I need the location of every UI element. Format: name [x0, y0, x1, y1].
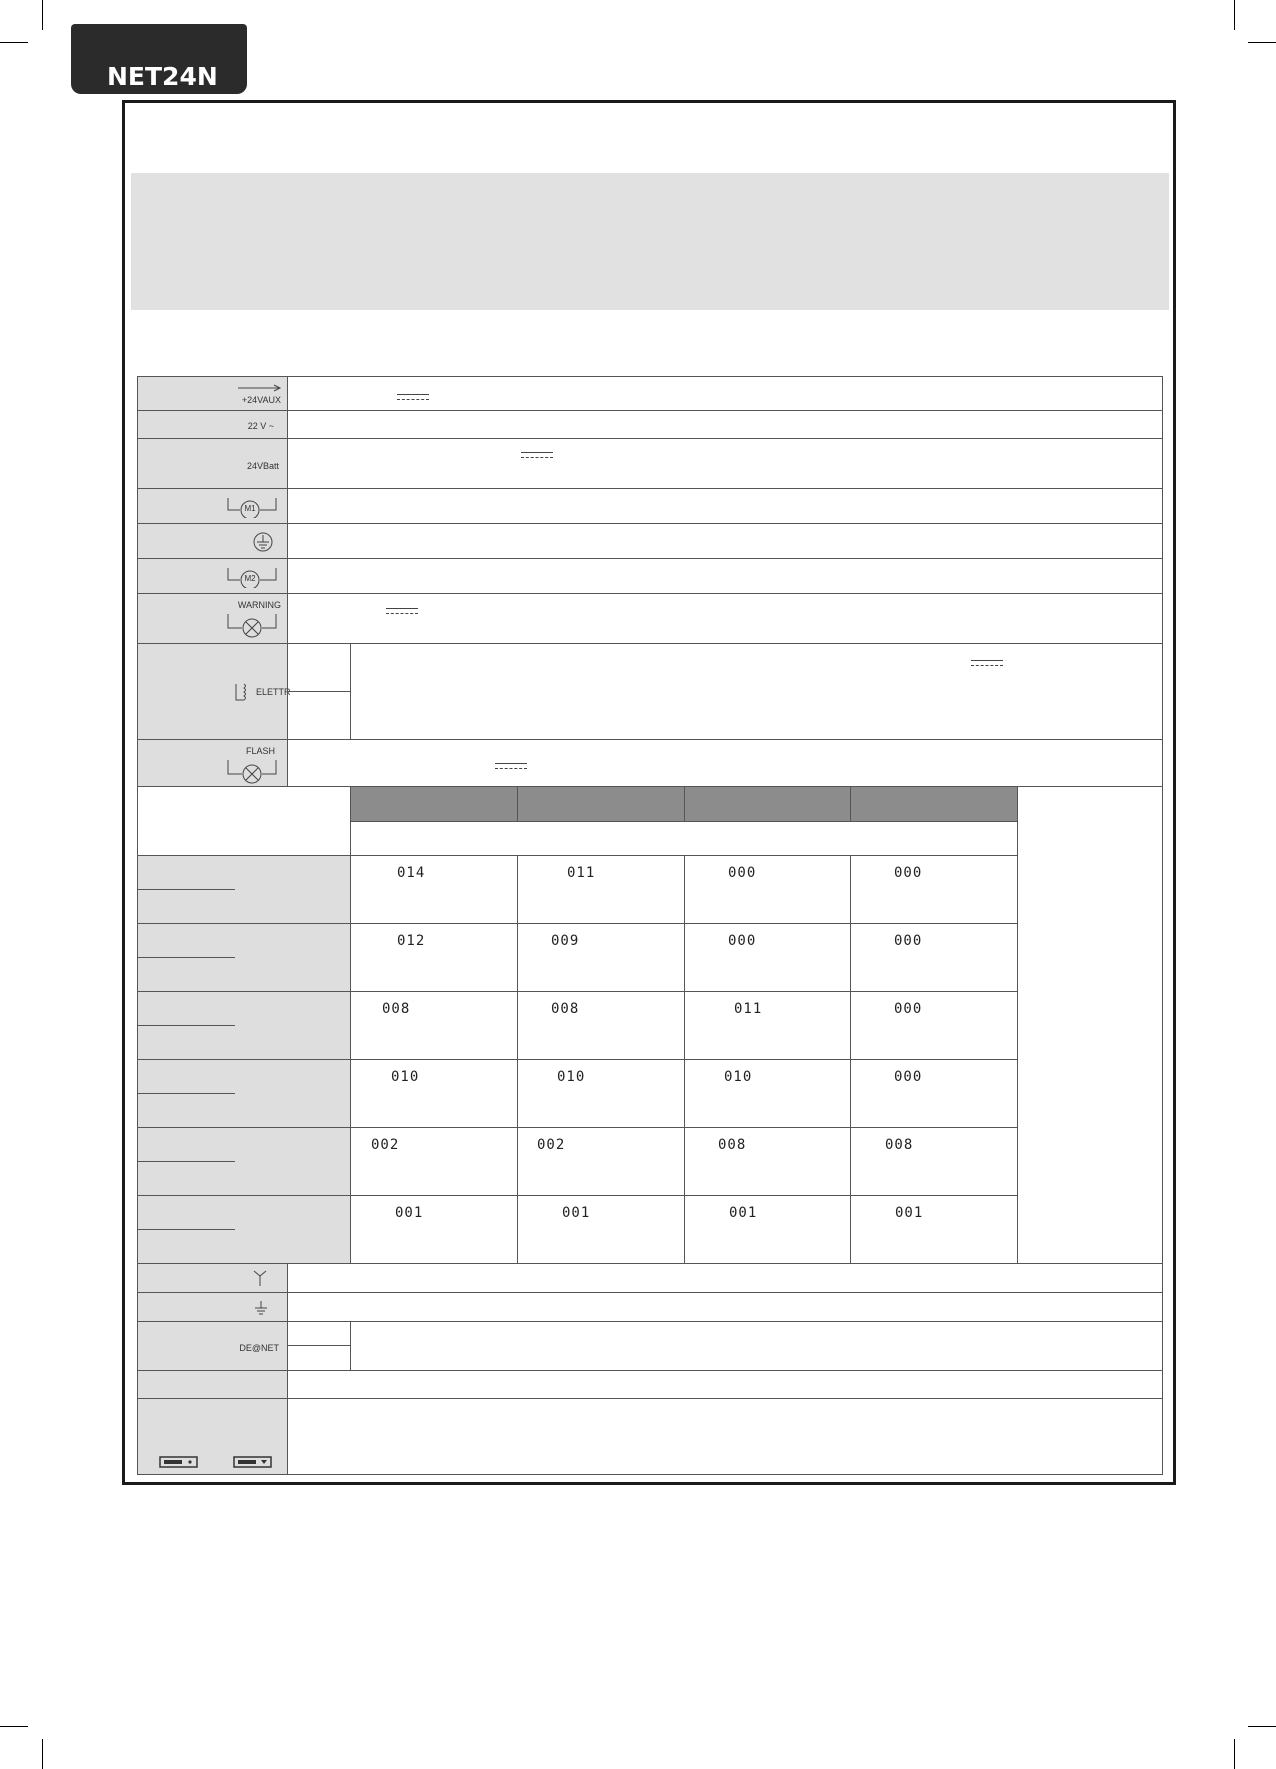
lcd-value: 011	[734, 1001, 763, 1017]
terminal-desc-warning	[287, 593, 1163, 644]
terminal-desc-batt	[287, 438, 1163, 489]
crop-mark	[1234, 0, 1235, 30]
ground-icon	[254, 1300, 268, 1316]
crop-mark	[42, 1739, 43, 1769]
arrow-right-icon	[238, 383, 283, 393]
table-row-label	[137, 923, 351, 992]
lcd-value: 001	[395, 1205, 424, 1221]
lcd-value: 010	[391, 1069, 420, 1085]
terminal-label-m1	[137, 488, 288, 524]
table-cell	[684, 1059, 851, 1128]
earth-ground-icon	[252, 531, 274, 553]
lcd-value: 000	[894, 1069, 923, 1085]
terminal-subcell-lock-b	[287, 691, 351, 740]
table-cell	[850, 855, 1018, 924]
terminal-label-batt	[137, 438, 288, 489]
mains-label: 22 V ~	[247, 421, 274, 431]
lcd-value: 002	[537, 1137, 566, 1153]
table-cell	[517, 1127, 685, 1196]
table-cell	[350, 1195, 518, 1264]
terminal-label-connectors	[137, 1398, 288, 1475]
table-cell	[350, 1127, 518, 1196]
underline	[138, 1229, 235, 1230]
table-row-label	[137, 855, 351, 924]
table-cell	[350, 923, 518, 992]
terminal-label-ground	[137, 1292, 288, 1322]
model-label: NET24N	[107, 62, 218, 91]
table-header-cell	[684, 786, 851, 822]
underline	[138, 1025, 235, 1026]
terminal-label-flash	[137, 739, 288, 787]
motor1-label: M1	[244, 504, 256, 513]
table-row-label	[137, 1195, 351, 1264]
lcd-value: 008	[382, 1001, 411, 1017]
lamp-icon	[226, 612, 281, 638]
lcd-value: 000	[894, 1001, 923, 1017]
terminal-subcell-lock-a	[287, 643, 351, 692]
table-cell	[850, 991, 1018, 1060]
terminal-label-mains	[137, 410, 288, 439]
lcd-value: 001	[895, 1205, 924, 1221]
table-cell	[684, 855, 851, 924]
lcd-value: 012	[397, 933, 426, 949]
crop-mark	[0, 1726, 28, 1727]
underline	[138, 1093, 235, 1094]
table-row-label	[137, 1127, 351, 1196]
table-cell	[850, 1127, 1018, 1196]
batt-label: 24VBatt	[246, 461, 279, 471]
terminal-subcell-denet-a	[287, 1321, 351, 1346]
dc-symbol-icon	[386, 608, 418, 614]
table-cell	[350, 1059, 518, 1128]
terminal-subcell-denet-b	[287, 1345, 351, 1371]
connector-icon	[159, 1455, 199, 1469]
antenna-icon	[252, 1270, 268, 1288]
lcd-value: 001	[729, 1205, 758, 1221]
lcd-value: 011	[567, 865, 596, 881]
terminal-desc-aux	[287, 376, 1163, 411]
lamp-icon	[226, 758, 281, 784]
table-cell	[350, 855, 518, 924]
table-row-label	[137, 1059, 351, 1128]
table-header-cell	[850, 786, 1018, 822]
table-header-cell	[517, 786, 685, 822]
terminal-desc-lock	[350, 643, 1163, 740]
crop-mark	[42, 0, 43, 30]
table-cell	[684, 991, 851, 1060]
model-tab	[71, 24, 247, 94]
lcd-value: 008	[551, 1001, 580, 1017]
title-banner	[131, 173, 1169, 310]
terminal-label-warning	[137, 593, 288, 644]
dc-symbol-icon	[971, 660, 1003, 666]
table-cell	[517, 1195, 685, 1264]
table-cell	[350, 991, 518, 1060]
table-cell	[517, 991, 685, 1060]
crop-mark	[0, 42, 28, 43]
table-row-label	[137, 991, 351, 1060]
terminal-desc-m1	[287, 488, 1163, 524]
table-cell	[684, 923, 851, 992]
underline	[138, 957, 235, 958]
table-side-column	[1017, 786, 1163, 1264]
terminal-label-aux	[137, 376, 288, 411]
lcd-value: 002	[371, 1137, 400, 1153]
underline	[138, 1161, 235, 1162]
table-corner	[137, 786, 351, 856]
lcd-value: 009	[551, 933, 580, 949]
terminal-label-blank	[137, 1370, 288, 1399]
lcd-value: 010	[724, 1069, 753, 1085]
terminal-label-earth	[137, 523, 288, 559]
table-subheader	[350, 821, 1018, 856]
denet-label: DE@NET	[239, 1343, 279, 1353]
crop-mark	[1248, 42, 1276, 43]
lcd-value: 000	[728, 933, 757, 949]
warning-label: WARNING	[237, 600, 281, 610]
crop-mark	[1248, 1726, 1276, 1727]
table-cell	[517, 1059, 685, 1128]
lcd-value: 000	[894, 865, 923, 881]
lcd-value: 000	[728, 865, 757, 881]
terminal-desc-ground	[287, 1292, 1163, 1322]
crop-mark	[1234, 1739, 1235, 1769]
terminal-desc-earth	[287, 523, 1163, 559]
dc-symbol-icon	[521, 452, 553, 458]
table-cell	[850, 923, 1018, 992]
table-cell	[850, 1059, 1018, 1128]
lock-label: ELETTR	[256, 687, 291, 697]
terminal-desc-connectors	[287, 1398, 1163, 1475]
lock-icon	[234, 682, 248, 704]
terminal-desc-flash	[287, 739, 1163, 787]
motor2-label: M2	[244, 574, 256, 583]
lcd-value: 008	[885, 1137, 914, 1153]
table-cell	[517, 923, 685, 992]
table-cell	[684, 1127, 851, 1196]
connector-icon	[233, 1455, 273, 1469]
table-cell	[684, 1195, 851, 1264]
underline	[138, 889, 235, 890]
aux-label: +24VAUX	[241, 395, 281, 405]
lcd-value: 001	[562, 1205, 591, 1221]
flash-label: FLASH	[245, 746, 275, 756]
table-header-cell	[350, 786, 518, 822]
terminal-desc-mains	[287, 410, 1163, 439]
lcd-value: 000	[894, 933, 923, 949]
terminal-desc-m2	[287, 558, 1163, 594]
terminal-desc-antenna	[287, 1263, 1163, 1293]
terminal-label-antenna	[137, 1263, 288, 1293]
terminal-desc-blank	[287, 1370, 1163, 1399]
lcd-value: 008	[718, 1137, 747, 1153]
table-cell	[517, 855, 685, 924]
table-cell	[850, 1195, 1018, 1264]
lcd-value: 010	[557, 1069, 586, 1085]
dc-symbol-icon	[495, 763, 527, 769]
terminal-label-denet	[137, 1321, 288, 1371]
terminal-desc-denet	[350, 1321, 1163, 1371]
terminal-label-lock	[137, 643, 291, 740]
dc-symbol-icon	[397, 394, 429, 400]
lcd-value: 014	[397, 865, 426, 881]
terminal-label-m2	[137, 558, 288, 594]
